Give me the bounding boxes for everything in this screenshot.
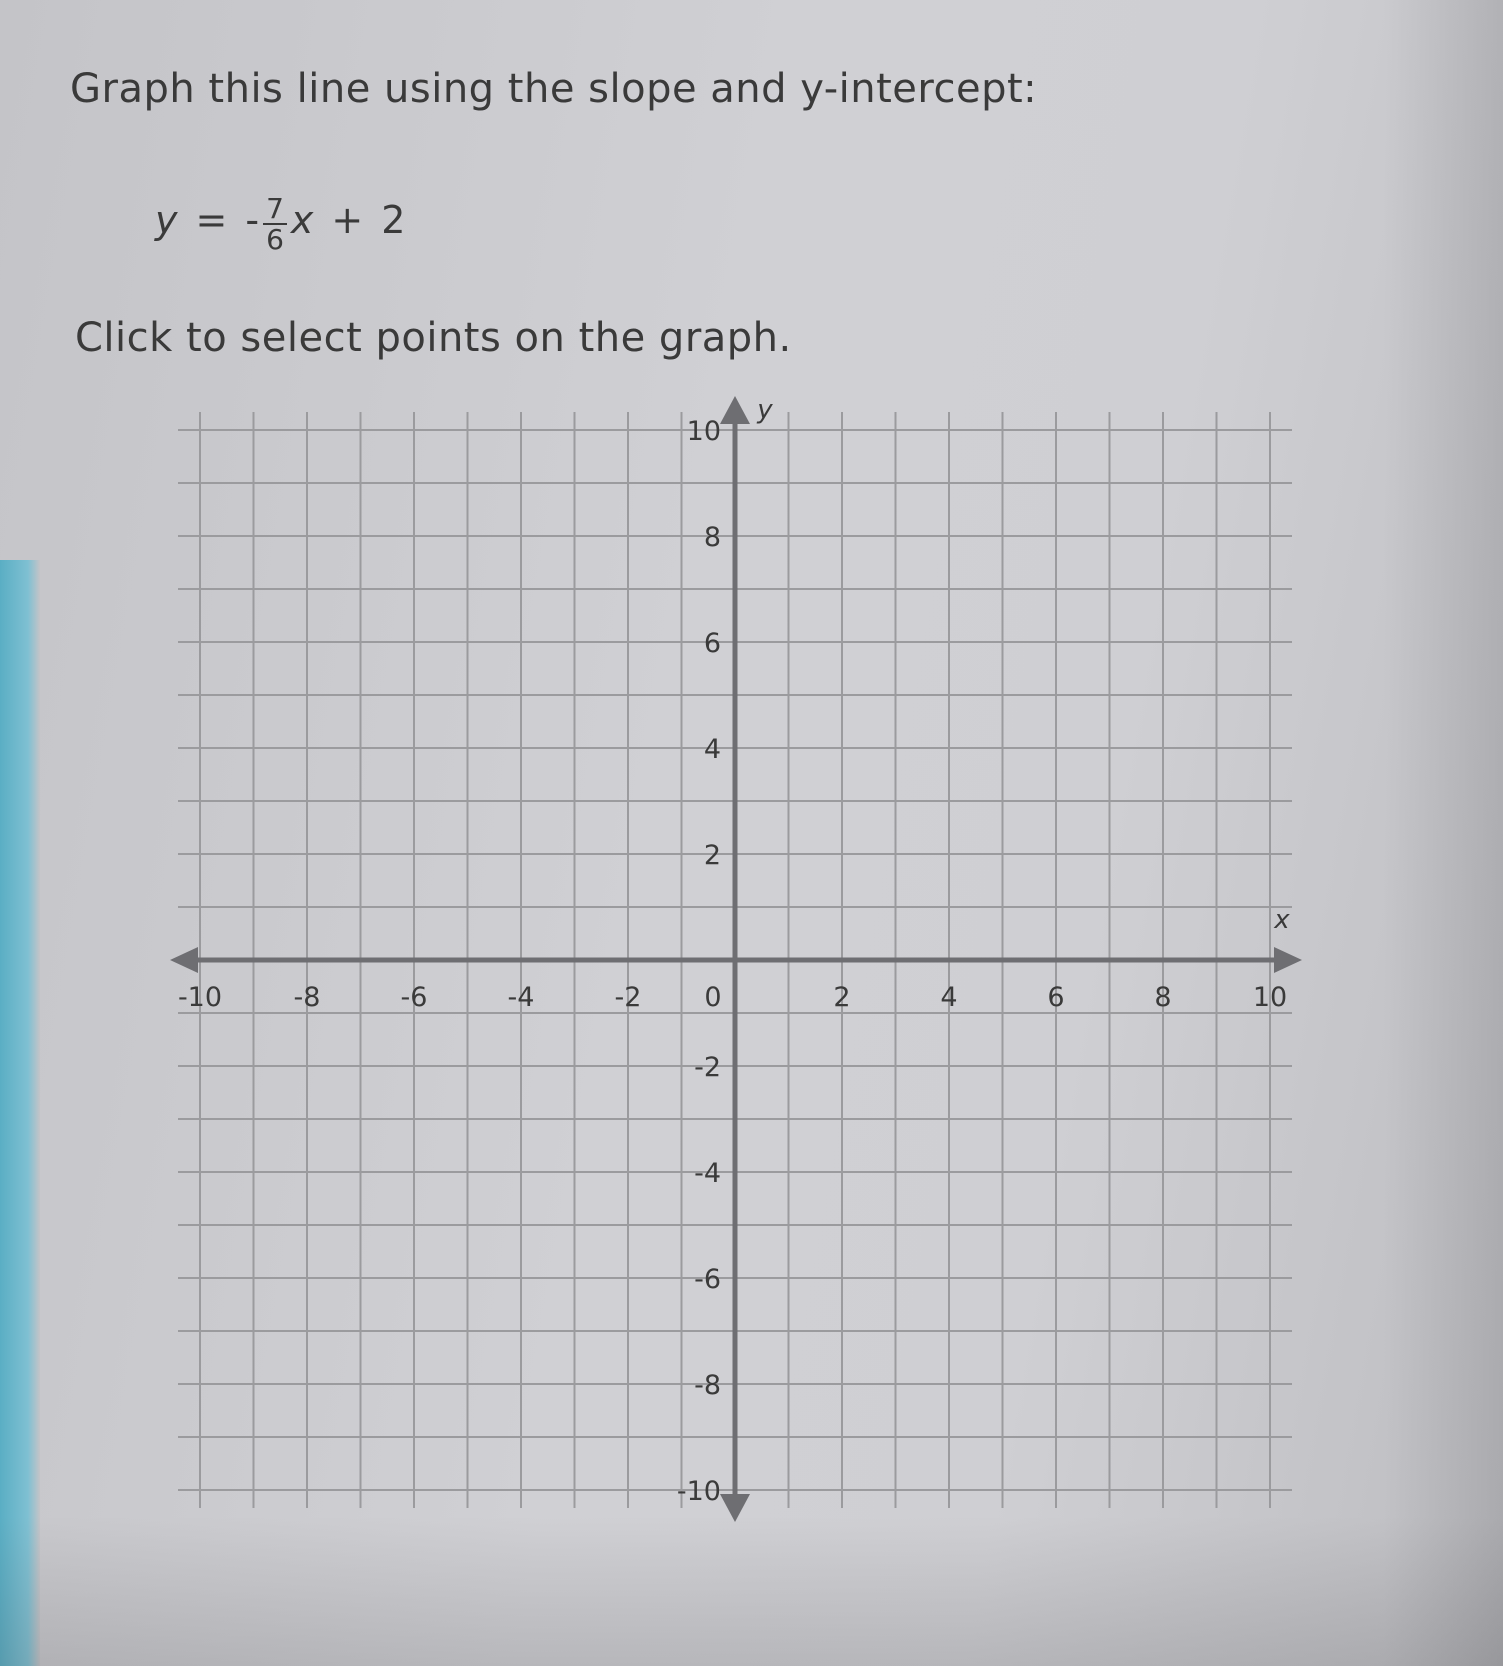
- x-axis-right-arrow-icon: [1274, 947, 1302, 973]
- x-tick-label: -8: [293, 982, 321, 1013]
- x-tick-label: 10: [1252, 982, 1288, 1013]
- y-tick-label: 6: [703, 628, 721, 659]
- x-tick-label: -6: [400, 982, 428, 1013]
- instruction-text: Graph this line using the slope and y-intercept:: [70, 66, 1038, 112]
- equation-equals: =: [195, 198, 228, 242]
- x-tick-label: 0: [704, 982, 722, 1013]
- y-tick-label: 2: [703, 840, 721, 871]
- y-tick-label: -4: [694, 1158, 721, 1189]
- x-tick-label: 6: [1047, 982, 1065, 1013]
- x-tick-label: -4: [507, 982, 535, 1013]
- prompt-text: Click to select points on the graph.: [75, 315, 792, 361]
- y-tick-label: -10: [676, 1476, 721, 1507]
- equation-sign: -: [245, 198, 260, 242]
- y-tick-label: 4: [703, 734, 721, 765]
- x-tick-label: -10: [177, 982, 223, 1013]
- y-tick-label: -8: [694, 1370, 721, 1401]
- x-tick-label: -2: [614, 982, 642, 1013]
- y-tick-label: 10: [686, 416, 721, 447]
- equation-lhs: y: [155, 198, 178, 242]
- y-axis-down-arrow-icon: [720, 1494, 750, 1522]
- x-tick-label: 4: [940, 982, 958, 1013]
- y-tick-label: -2: [694, 1052, 721, 1083]
- x-axis-label: x: [1274, 905, 1290, 935]
- equation-constant: 2: [381, 198, 406, 242]
- equation-variable: x: [290, 198, 314, 242]
- y-axis-label: y: [757, 395, 773, 425]
- y-tick-label: -6: [694, 1264, 721, 1295]
- slope-denominator: 6: [266, 223, 284, 256]
- x-tick-label: 2: [833, 982, 851, 1013]
- slope-numerator: 7: [263, 194, 287, 225]
- y-axis-up-arrow-icon: [720, 396, 750, 424]
- x-axis-left-arrow-icon: [170, 947, 198, 973]
- x-tick-label: 8: [1154, 982, 1172, 1013]
- y-tick-label: 8: [703, 522, 721, 553]
- equation-operator: +: [331, 198, 364, 242]
